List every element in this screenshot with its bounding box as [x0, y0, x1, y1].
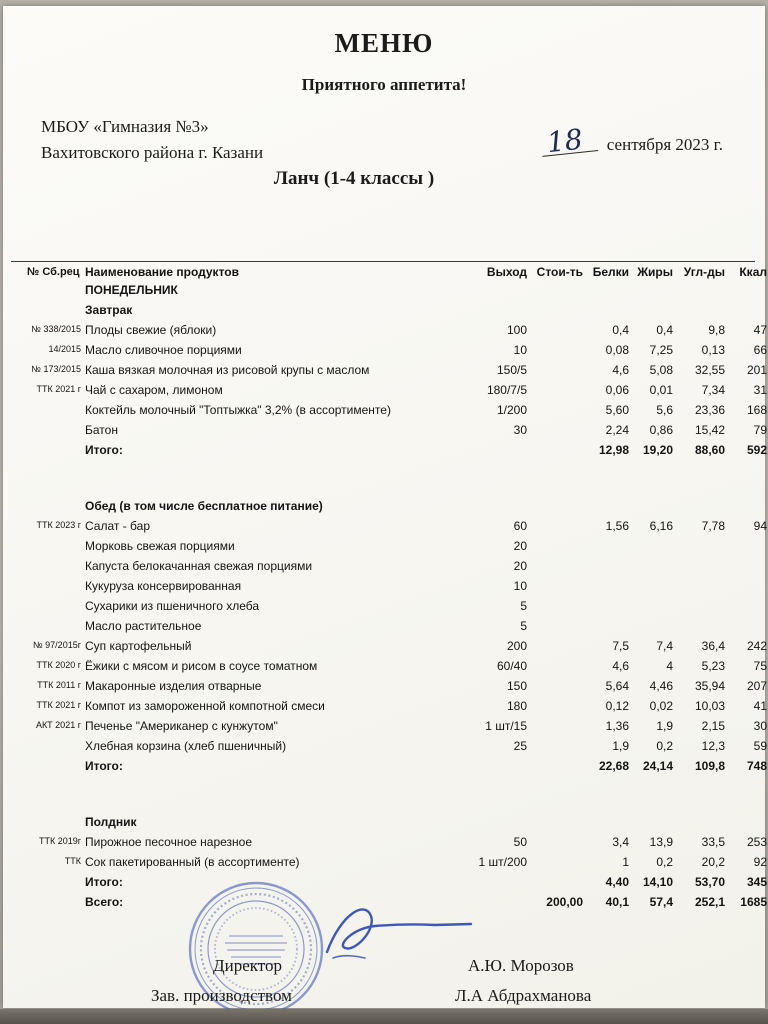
table-row	[25, 516, 768, 536]
cell-fat: 0,2	[656, 855, 673, 869]
cell-protein	[585, 556, 631, 576]
cell-rec	[25, 536, 83, 556]
cell-fat: 19,20	[642, 443, 673, 457]
cell-kcal: 30	[753, 719, 767, 733]
cell-out: 20	[513, 539, 527, 553]
cell-carb: 33,5	[701, 835, 725, 849]
cell-cost	[529, 536, 585, 556]
cell-out: 180	[506, 699, 527, 713]
cell-rec: АКТ 2021 г	[35, 720, 81, 731]
organization-name: МБОУ «Гимназия №3»	[41, 117, 209, 136]
cell-name: Кукуруза консервированная	[85, 579, 242, 593]
cell-name: Масло сливочное порциями	[85, 343, 242, 357]
cell-name: Чай с сахаром, лимоном	[85, 383, 223, 397]
cell-cost	[529, 360, 585, 380]
table-row	[25, 736, 768, 756]
cell-kcal: 242	[746, 639, 767, 653]
table-row	[25, 716, 768, 736]
col-header-recipe: № Сб.рец	[27, 266, 80, 278]
date-text: сентября 2023 г.	[606, 135, 723, 154]
table-top-rule	[11, 261, 755, 262]
cell-cost	[529, 400, 585, 420]
cell-out	[463, 280, 529, 300]
cell-name: Всего:	[85, 895, 124, 909]
cell-name: Хлебная корзина (хлеб пшеничный)	[85, 739, 287, 753]
cell-out	[463, 756, 529, 776]
cell-cost	[529, 320, 585, 340]
cell-cost	[529, 596, 585, 616]
menu-table-body	[25, 280, 768, 912]
cell-rec: ТТК 2021 г	[36, 384, 81, 395]
cell-out: 10	[513, 579, 527, 593]
page-subtitle: Приятного аппетита!	[301, 75, 467, 94]
menu-table	[25, 264, 768, 912]
cell-carb: 20,2	[701, 855, 725, 869]
cell-kcal	[727, 536, 768, 556]
table-row	[25, 812, 768, 832]
cell-kcal: 207	[746, 679, 767, 693]
cell-protein: 22,68	[598, 759, 629, 773]
cell-name: Капуста белокачанная свежая порциями	[85, 559, 313, 573]
cell-name: Сухарики из пшеничного хлеба	[85, 599, 260, 613]
cell-carb	[675, 556, 727, 576]
cell-carb: 5,23	[701, 659, 725, 673]
document-paper	[3, 6, 765, 1008]
cell-protein	[585, 300, 631, 320]
cell-carb: 12,3	[701, 739, 725, 753]
cell-rec	[25, 280, 83, 300]
cell-cost	[529, 420, 585, 440]
cell-carb	[675, 496, 727, 516]
cell-fat: 7,25	[649, 343, 673, 357]
table-row	[25, 696, 768, 716]
cell-fat: 57,4	[649, 895, 673, 909]
cell-name: Сок пакетированный (в ассортименте)	[85, 855, 300, 869]
cell-protein: 1,56	[605, 519, 629, 533]
cell-out: 1 шт/15	[485, 719, 527, 733]
cell-rec: № 338/2015	[31, 324, 81, 335]
cell-carb: 32,55	[694, 363, 725, 377]
cell-cost	[529, 812, 585, 832]
cell-out: 10	[513, 343, 527, 357]
table-row	[25, 756, 768, 776]
cell-name: Батон	[85, 423, 118, 437]
signature-area	[3, 856, 765, 1006]
cell-protein: 3,4	[612, 835, 629, 849]
cell-cost	[529, 300, 585, 320]
cell-kcal: 253	[746, 835, 767, 849]
photo-background-edge	[0, 1009, 768, 1024]
cell-carb: 7,34	[701, 383, 725, 397]
table-row	[25, 656, 768, 676]
col-header-cost: Стои-ть	[536, 265, 583, 279]
cell-fat: 6,16	[649, 519, 673, 533]
table-row	[25, 380, 768, 400]
manager-label: Зав. производством	[151, 986, 292, 1005]
cell-kcal: 75	[753, 659, 767, 673]
cell-kcal: 47	[753, 323, 767, 337]
cell-kcal	[727, 496, 768, 516]
table-row	[25, 400, 768, 420]
cell-fat: 7,4	[656, 639, 673, 653]
col-header-carbs: Угл-ды	[683, 265, 725, 279]
cell-rec: № 97/2015г	[33, 640, 81, 651]
col-header-name: Наименование продуктов	[85, 265, 239, 279]
cell-protein: 4,6	[612, 363, 629, 377]
cell-fat: 5,08	[649, 363, 673, 377]
table-row	[25, 596, 768, 616]
cell-cost	[529, 440, 585, 460]
cell-carb: 252,1	[694, 895, 725, 909]
cell-out: 1 шт/200	[478, 855, 527, 869]
spacer-cell	[25, 776, 768, 812]
cell-name: Коктейль молочный "Топтыжка" 3,2% (в ассортименте)	[85, 403, 391, 417]
cell-kcal: 92	[753, 855, 767, 869]
cell-rec	[25, 420, 83, 440]
cell-name: Полдник	[85, 815, 137, 829]
cell-out: 150	[506, 679, 527, 693]
cell-protein: 0,12	[605, 699, 629, 713]
cell-kcal	[727, 576, 768, 596]
cell-cost	[529, 516, 585, 536]
cell-fat: 5,6	[656, 403, 673, 417]
cell-protein	[585, 596, 631, 616]
cell-out: 25	[513, 739, 527, 753]
date-block	[541, 122, 723, 160]
cell-rec	[25, 596, 83, 616]
cell-cost	[529, 636, 585, 656]
cell-cost	[529, 656, 585, 676]
cell-out	[463, 300, 529, 320]
cell-cost	[529, 716, 585, 736]
cell-kcal: 66	[753, 343, 767, 357]
cell-protein	[585, 496, 631, 516]
cell-kcal: 201	[746, 363, 767, 377]
table-row	[25, 360, 768, 380]
cell-out: 20	[513, 559, 527, 573]
meal-title: Ланч (1-4 классы )	[273, 168, 435, 189]
cell-protein	[585, 280, 631, 300]
table-row	[25, 676, 768, 696]
table-row	[25, 460, 768, 496]
director-name: А.Ю. Морозов	[468, 956, 574, 975]
cell-name: Компот из замороженной компотной смеси	[85, 699, 325, 713]
table-row	[25, 320, 768, 340]
cell-rec: ТТК 2011 г	[37, 680, 81, 691]
cell-kcal: 59	[753, 739, 767, 753]
cell-rec	[25, 496, 83, 516]
cell-kcal: 592	[746, 443, 767, 457]
cell-kcal	[727, 812, 768, 832]
cell-carb: 23,36	[694, 403, 725, 417]
cell-out: 30	[513, 423, 527, 437]
cell-name: Печенье "Американер с кунжутом"	[85, 719, 278, 733]
cell-carb	[675, 280, 727, 300]
cell-name: Каша вязкая молочная из рисовой крупы с маслом	[85, 363, 370, 377]
cell-rec	[25, 616, 83, 636]
cell-carb: 10,03	[694, 699, 725, 713]
cell-carb	[675, 300, 727, 320]
cell-fat	[631, 596, 675, 616]
cell-out: 5	[520, 599, 527, 613]
cell-protein: 1,36	[605, 719, 629, 733]
cell-carb: 9,8	[708, 323, 725, 337]
cell-cost	[529, 280, 585, 300]
cell-fat: 0,4	[656, 323, 673, 337]
cell-out: 200	[506, 639, 527, 653]
cell-rec	[25, 576, 83, 596]
table-row	[25, 616, 768, 636]
cell-carb: 0,13	[701, 343, 725, 357]
cell-fat: 0,02	[649, 699, 673, 713]
cell-name: ПОНЕДЕЛЬНИК	[85, 283, 178, 297]
cell-fat	[631, 616, 675, 636]
cell-out: 60/40	[496, 659, 527, 673]
cell-fat: 0,01	[649, 383, 673, 397]
cell-rec	[25, 440, 83, 460]
cell-kcal	[727, 596, 768, 616]
cell-name: Итого:	[85, 443, 123, 457]
cell-kcal	[727, 280, 768, 300]
cell-cost	[529, 676, 585, 696]
cell-name: Макаронные изделия отварные	[85, 679, 262, 693]
col-header-fat: Жиры	[637, 265, 673, 279]
cell-kcal: 345	[746, 875, 767, 889]
cell-cost	[529, 556, 585, 576]
cell-protein	[585, 536, 631, 556]
col-header-protein: Белки	[592, 265, 629, 279]
cell-name: Пирожное песочное нарезное	[85, 835, 253, 849]
cell-rec	[25, 300, 83, 320]
cell-protein: 5,60	[605, 403, 629, 417]
cell-protein: 4,40	[605, 875, 629, 889]
cell-rec: ТТК 2020 г	[36, 660, 81, 671]
cell-rec: 14/2015	[48, 344, 81, 355]
cell-fat	[631, 556, 675, 576]
cell-out	[463, 812, 529, 832]
cell-kcal: 748	[746, 759, 767, 773]
cell-kcal	[727, 556, 768, 576]
table-row	[25, 300, 768, 320]
table-header-row	[25, 264, 768, 280]
cell-cost	[529, 340, 585, 360]
table-row	[25, 420, 768, 440]
cell-rec: № 173/2015	[31, 364, 81, 375]
cell-rec	[25, 400, 83, 420]
cell-kcal	[727, 616, 768, 636]
table-row	[25, 832, 768, 852]
cell-rec: ТТК 2021 г	[36, 700, 81, 711]
cell-fat: 14,10	[642, 875, 673, 889]
cell-fat: 4	[666, 659, 673, 673]
cell-out: 5	[520, 619, 527, 633]
cell-rec	[25, 812, 83, 832]
organization-district: Вахитовского района г. Казани	[41, 143, 264, 163]
cell-rec: ТТК	[64, 856, 81, 867]
cell-fat	[631, 300, 675, 320]
table-row	[25, 280, 768, 300]
table-row	[25, 440, 768, 460]
cell-carb: 15,42	[694, 423, 725, 437]
cell-rec: ТТК 2019г	[38, 836, 81, 847]
cell-carb	[675, 576, 727, 596]
cell-protein	[585, 812, 631, 832]
cell-cost	[529, 616, 585, 636]
cell-carb: 109,8	[694, 759, 725, 773]
cell-out: 100	[506, 323, 527, 337]
cell-carb	[675, 616, 727, 636]
cell-name: Итого:	[85, 875, 123, 889]
cell-fat	[631, 496, 675, 516]
cell-protein: 40,1	[605, 895, 629, 909]
cell-protein: 5,64	[605, 679, 629, 693]
cell-cost	[529, 736, 585, 756]
cell-name: Обед (в том числе бесплатное питание)	[85, 499, 323, 513]
table-row	[25, 496, 768, 516]
cell-kcal: 41	[753, 699, 767, 713]
cell-cost	[529, 496, 585, 516]
cell-carb	[675, 536, 727, 556]
cell-kcal	[727, 300, 768, 320]
spacer-cell	[25, 460, 768, 496]
cell-fat	[631, 576, 675, 596]
page-title: МЕНЮ	[334, 28, 434, 58]
table-row	[25, 776, 768, 812]
cell-fat: 0,86	[649, 423, 673, 437]
cell-protein	[585, 616, 631, 636]
cell-kcal: 94	[753, 519, 767, 533]
cell-rec	[25, 556, 83, 576]
cell-out	[463, 496, 529, 516]
cell-out: 1/200	[496, 403, 527, 417]
cell-rec	[25, 736, 83, 756]
cell-name: Суп картофельный	[85, 639, 192, 653]
cell-name: Ёжики с мясом и рисом в соусе томатном	[85, 659, 318, 673]
cell-cost	[529, 576, 585, 596]
cell-protein: 4,6	[612, 659, 629, 673]
cell-kcal: 168	[746, 403, 767, 417]
cell-out: 150/5	[496, 363, 527, 377]
cell-out: 50	[513, 835, 527, 849]
cell-rec: ТТК 2023 г	[36, 520, 81, 531]
cell-protein: 0,06	[605, 383, 629, 397]
cell-carb: 2,15	[701, 719, 725, 733]
cell-cost	[529, 832, 585, 852]
table-row	[25, 556, 768, 576]
cell-carb: 36,4	[701, 639, 725, 653]
table-row	[25, 576, 768, 596]
cell-fat: 24,14	[642, 759, 673, 773]
cell-protein: 0,4	[612, 323, 629, 337]
cell-protein: 12,98	[598, 443, 629, 457]
cell-out: 60	[513, 519, 527, 533]
cell-out: 180/7/5	[486, 383, 527, 397]
cell-fat	[631, 536, 675, 556]
table-row	[25, 536, 768, 556]
cell-carb	[675, 596, 727, 616]
cell-cost	[529, 696, 585, 716]
table-row	[25, 636, 768, 656]
cell-fat: 1,9	[656, 719, 673, 733]
cell-carb: 35,94	[694, 679, 725, 693]
cell-carb: 7,78	[701, 519, 725, 533]
cell-name: Салат - бар	[85, 519, 150, 533]
cell-carb: 88,60	[694, 443, 725, 457]
cell-kcal: 1685	[740, 895, 767, 909]
cell-name: Итого:	[85, 759, 123, 773]
cell-cost	[529, 380, 585, 400]
handwritten-signature-icon	[313, 894, 483, 974]
handwritten-date-day: 18	[540, 125, 598, 157]
cell-name: Масло растительное	[85, 619, 202, 633]
cell-fat	[631, 812, 675, 832]
cell-rec	[25, 756, 83, 776]
cell-protein: 2,24	[605, 423, 629, 437]
cell-protein: 1,9	[612, 739, 629, 753]
cell-fat: 13,9	[649, 835, 673, 849]
cell-out	[463, 440, 529, 460]
manager-name: Л.А Абдрахманова	[455, 986, 592, 1005]
cell-name: Плоды свежие (яблоки)	[85, 323, 217, 337]
organization-block	[41, 114, 263, 167]
cell-kcal: 31	[753, 383, 767, 397]
cell-kcal: 79	[753, 423, 767, 437]
cell-protein: 1	[622, 855, 629, 869]
cell-fat: 4,46	[649, 679, 673, 693]
cell-protein: 0,08	[605, 343, 629, 357]
cell-name: Завтрак	[85, 303, 133, 317]
director-label: Директор	[213, 956, 282, 975]
cell-cost	[529, 756, 585, 776]
cell-fat: 0,2	[656, 739, 673, 753]
cell-carb	[675, 812, 727, 832]
cell-protein	[585, 576, 631, 596]
cell-fat	[631, 280, 675, 300]
cell-cost: 200,00	[546, 895, 583, 909]
col-header-kcal: Ккал	[739, 265, 767, 279]
cell-protein: 7,5	[612, 639, 629, 653]
cell-carb: 53,70	[694, 875, 725, 889]
cell-name: Морковь свежая порциями	[85, 539, 235, 553]
table-row	[25, 340, 768, 360]
col-header-output: Выход	[486, 265, 527, 279]
